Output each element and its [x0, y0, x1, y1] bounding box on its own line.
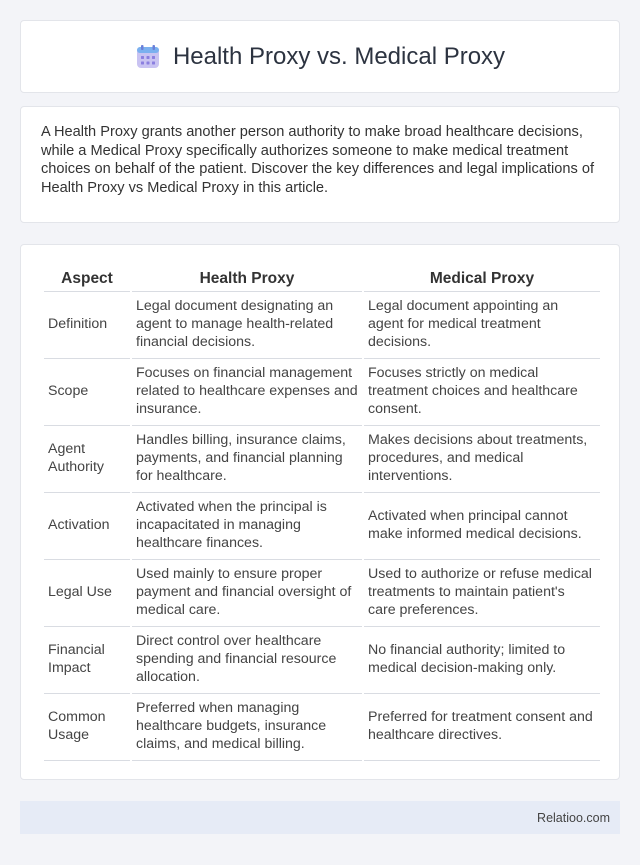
row-medical-proxy: No financial authority; limited to medical decision-making only.	[364, 627, 600, 694]
row-health-proxy: Preferred when managing healthcare budgets, insurance claims, and medical billing.	[132, 694, 362, 761]
table-header-row	[44, 264, 600, 292]
header-aspect: Aspect	[44, 264, 130, 292]
intro-card	[20, 106, 620, 223]
row-medical-proxy: Used to authorize or refuse medical treatments to maintain patient's care preferences.	[364, 560, 600, 627]
row-medical-proxy: Preferred for treatment consent and healthcare directives.	[364, 694, 600, 761]
header-health-proxy: Health Proxy	[132, 264, 362, 292]
row-aspect: Legal Use	[44, 560, 130, 627]
title-card	[20, 20, 620, 93]
row-aspect: Agent Authority	[44, 426, 130, 493]
table-row	[44, 627, 600, 694]
row-health-proxy: Direct control over healthcare spending and financial resource allocation.	[132, 627, 362, 694]
row-medical-proxy: Legal document appointing an agent for medical treatment decisions.	[364, 292, 600, 359]
row-medical-proxy: Activated when principal cannot make informed medical decisions.	[364, 493, 600, 560]
row-health-proxy: Activated when the principal is incapacitated in managing healthcare finances.	[132, 493, 362, 560]
calendar-icon	[135, 44, 161, 70]
row-medical-proxy: Focuses strictly on medical treatment choices and healthcare consent.	[364, 359, 600, 426]
footer-brand[interactable]: Relatioo.com	[537, 810, 610, 825]
row-health-proxy: Used mainly to ensure proper payment and financial oversight of medical care.	[132, 560, 362, 627]
table-row	[44, 426, 600, 493]
intro-text: A Health Proxy grants another person authority to make broad healthcare decisions, while a Medical Proxy specifically authorizes someone to make medical treatment choices on behalf of the patient. Discover the key differences and legal implications of Health Proxy vs Medical Proxy in this article.	[41, 124, 594, 196]
table-row	[44, 694, 600, 761]
row-aspect: Financial Impact	[44, 627, 130, 694]
table-row	[44, 493, 600, 560]
row-aspect: Common Usage	[44, 694, 130, 761]
row-aspect: Activation	[44, 493, 130, 560]
row-aspect: Scope	[44, 359, 130, 426]
comparison-table	[42, 264, 602, 761]
comparison-card	[20, 244, 620, 780]
row-health-proxy: Focuses on financial management related to healthcare expenses and insurance.	[132, 359, 362, 426]
row-health-proxy: Legal document designating an agent to manage health-related financial decisions.	[132, 292, 362, 359]
header-medical-proxy: Medical Proxy	[364, 264, 600, 292]
footer	[20, 801, 620, 834]
table-row	[44, 560, 600, 627]
row-health-proxy: Handles billing, insurance claims, payments, and financial planning for healthcare.	[132, 426, 362, 493]
table-row	[44, 359, 600, 426]
row-aspect: Definition	[44, 292, 130, 359]
row-medical-proxy: Makes decisions about treatments, procedures, and medical interventions.	[364, 426, 600, 493]
table-row	[44, 292, 600, 359]
title-wrap	[135, 43, 505, 71]
page-title: Health Proxy vs. Medical Proxy	[172, 42, 506, 70]
